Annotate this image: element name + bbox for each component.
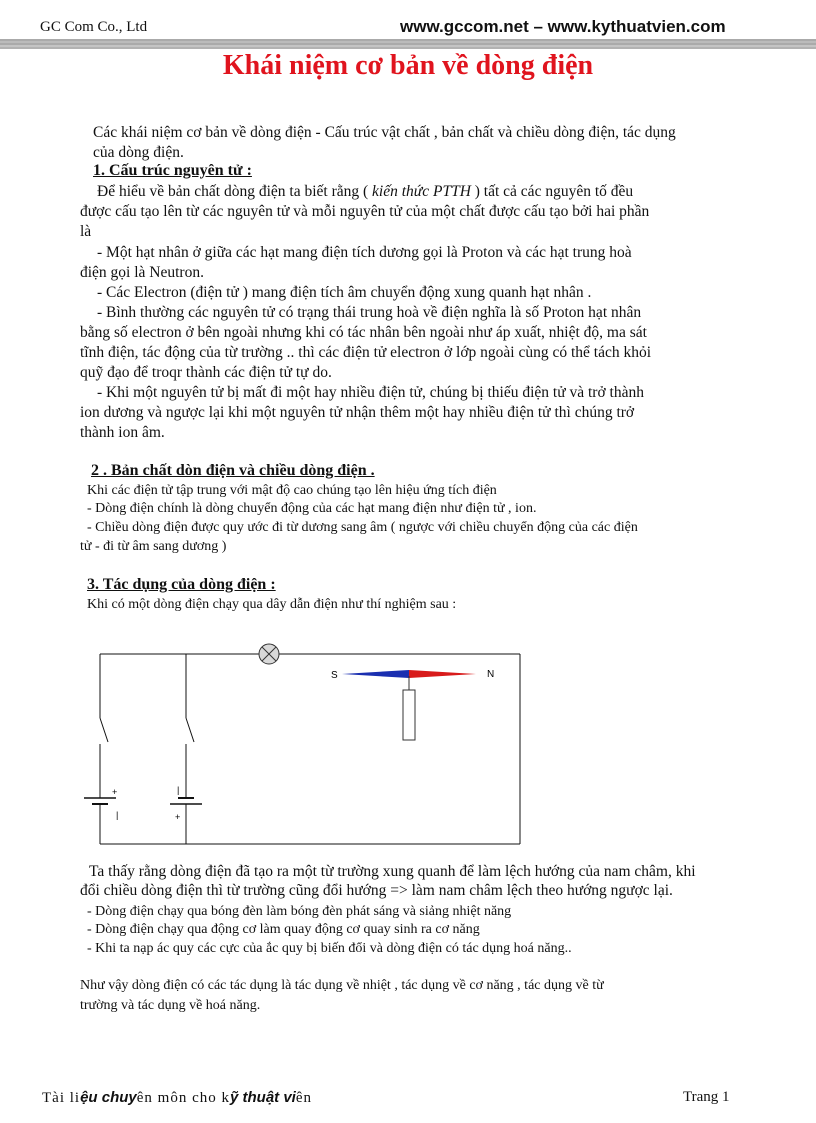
bullet-3-line-3: tĩnh điện, tác động của từ trường .. thì các điện tử electron ở lớp ngoài cùng có thể tách khỏi	[80, 344, 652, 361]
header-websites: www.gccom.net – www.kythuatvien.com	[400, 17, 726, 36]
effect-bullet-3: - Khi ta nạp ác quy các cực của ắc quy bị biến đổi và dòng điện có tác dụng hoá năng..	[87, 941, 572, 956]
intro-line-2: của dòng điện.	[93, 144, 184, 161]
italic-term: kiến thức PTTH	[372, 183, 471, 200]
bullet-3-line-4: quỹ đạo để troqr thành các điện tử tự do.	[80, 364, 332, 381]
battery-2-plus-label: |	[177, 785, 180, 795]
battery-1-plus-label: +	[112, 787, 118, 797]
footer-title: Tài liệu chuyên môn cho kỹ thuật viên	[42, 1089, 313, 1106]
section-2-line-2: - Dòng điện chính là dòng chuyển động của các hạt mang điện như điện tử , ion.	[87, 501, 537, 516]
section-2-line-3: - Chiều dòng điện được quy ước đi từ dương sang âm ( ngược với chiều chuyển động của các điện	[87, 520, 638, 535]
section-1-para-line-2: được cấu tạo lên từ các nguyên tử và mỗi nguyên tử của một chất được cấu tạo bởi hai phần	[80, 203, 650, 220]
bullet-2: - Các Electron (điện tử ) mang điện tích âm chuyển động xung quanh hạt nhân .	[97, 284, 592, 301]
section-1-para-line-3: là	[80, 223, 92, 240]
section-3-heading: 3. Tác dụng của dòng điện :	[87, 576, 276, 593]
header-rule	[0, 38, 816, 50]
battery-1-minus-label: |	[116, 810, 119, 820]
conclusion-line-1: Như vậy dòng điện có các tác dụng là tác dụng về nhiệt , tác dụng về cơ năng , tác dụng về từ	[80, 978, 604, 993]
section-1-para-line-1: Để hiểu về bản chất dòng điện ta biết rằng ( kiến thức PTTH ) tất cả các nguyên tố đều	[97, 183, 634, 200]
page-title: Khái niệm cơ bản về dòng điện	[222, 50, 594, 81]
south-label: S	[331, 670, 338, 681]
bullet-4-line-1: - Khi một nguyên tử bị mất đi một hay nhiều điện tử, chúng bị thiếu điện tử và trở thành	[97, 384, 644, 401]
battery-2-minus-label: +	[175, 812, 181, 822]
section-3-line-1: Khi có một dòng điện chạy qua dây dẫn điện như thí nghiệm sau :	[87, 597, 457, 612]
section-2-line-1: Khi các điện tử tập trung với mật độ cao chúng tạo lên hiệu ứng tích điện	[87, 483, 497, 498]
circuit-diagram	[76, 638, 536, 848]
effect-bullet-1: - Dòng điện chạy qua bóng đèn làm bóng đèn phát sáng và siảng nhiệt năng	[87, 904, 512, 919]
switch-2	[186, 718, 194, 742]
bullet-1-line-1: - Một hạt nhân ở giữa các hạt mang điện tích dương gọi là Proton và các hạt trung hoà	[97, 244, 632, 261]
switch-1	[100, 718, 108, 742]
bullet-4-line-2: ion dương và ngược lại khi một nguyên tử nhận thêm một hay nhiều điện tử thì chúng trở	[80, 404, 635, 421]
bullet-3-line-2: bằng số electron ở bên ngoài nhưng khi có tác nhân bên ngoài như áp xuất, nhiệt độ, ma sát	[80, 324, 647, 341]
header-company: GC Com Co., Ltd	[40, 19, 148, 35]
bullet-1-line-2: điện gọi là Neutron.	[80, 264, 204, 281]
section-2-heading: 2 . Bản chất dòn điện và chiều dòng điện .	[91, 462, 375, 479]
intro-line-1: Các khái niệm cơ bản về dòng điện - Cấu trúc vật chất , bản chất và chiều dòng điện, tác dụng	[93, 124, 676, 141]
bullet-3-line-1: - Bình thường các nguyên tử có trạng thái trung hoà về điện nghĩa là số Proton hạt nhân	[97, 304, 642, 321]
page-number: Trang 1	[683, 1089, 730, 1105]
needle-south	[342, 670, 409, 678]
bullet-4-line-3: thành ion âm.	[80, 424, 165, 441]
section-2-line-4: tử - đi từ âm sang dương )	[80, 539, 227, 554]
needle-stand	[403, 690, 415, 740]
section-3-para-line-1: Ta thấy rằng dòng điện đã tạo ra một từ trường xung quanh để làm lệch hướng của nam châm, khi	[89, 863, 696, 880]
effect-bullet-2: - Dòng điện chạy qua động cơ làm quay động cơ quay sinh ra cơ năng	[87, 922, 480, 937]
needle-north	[409, 670, 476, 678]
north-label: N	[487, 669, 495, 680]
section-3-para-line-2: đổi chiều dòng điện thì từ trường cũng đổi hướng => làm nam châm lệch theo hướng ngược lại.	[80, 882, 673, 899]
conclusion-line-2: trường và tác dụng về hoá năng.	[80, 998, 261, 1013]
section-1-heading: 1. Cấu trúc nguyên tử :	[93, 162, 252, 179]
